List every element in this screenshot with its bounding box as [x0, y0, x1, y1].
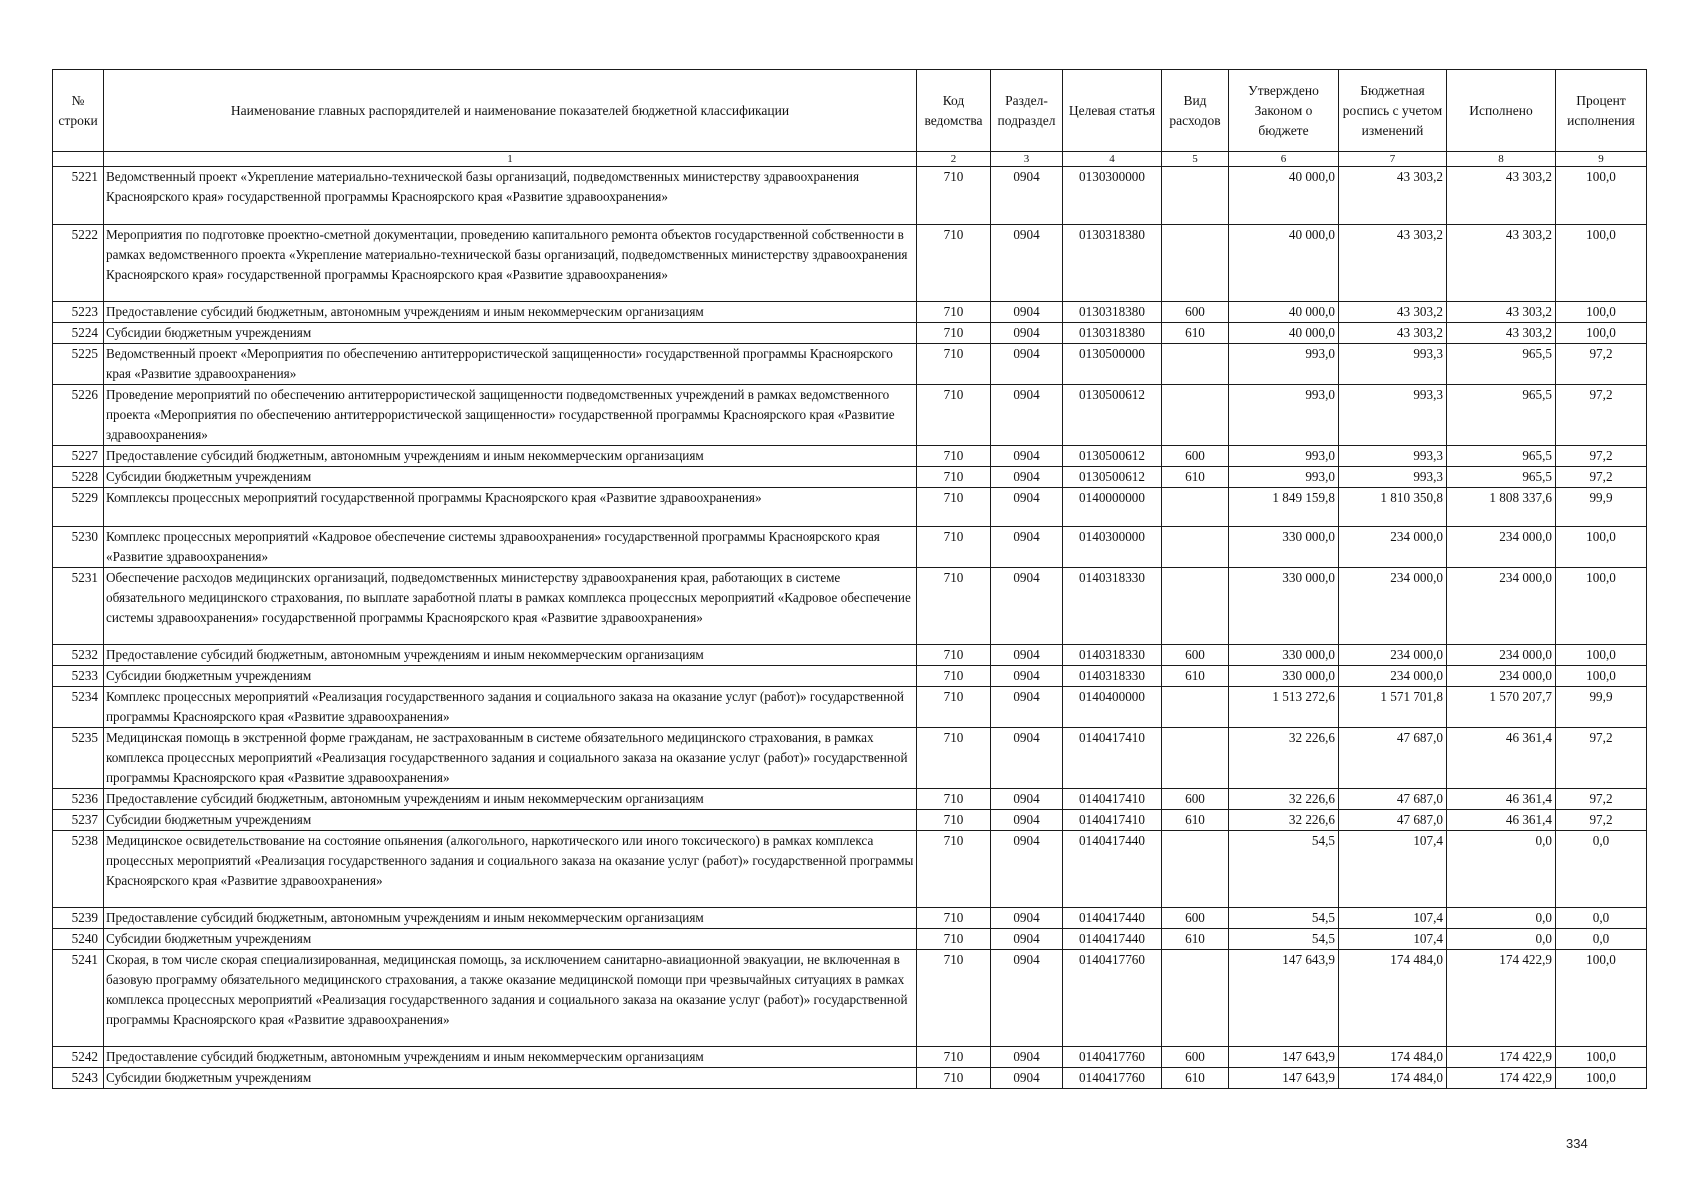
row-section: 0904 [991, 665, 1063, 686]
row-approved: 147 643,9 [1229, 1046, 1339, 1067]
row-budget-schedule: 43 303,2 [1339, 323, 1447, 344]
row-budget-schedule: 47 687,0 [1339, 727, 1447, 788]
row-budget-schedule: 174 484,0 [1339, 1046, 1447, 1067]
row-percent: 100,0 [1556, 323, 1647, 344]
row-budget-schedule: 234 000,0 [1339, 567, 1447, 644]
row-name: Ведомственный проект «Мероприятия по обеспечению антитеррористической защищенности» государственной программы Красноярского края «Развитие здравоохранения» [104, 344, 917, 385]
row-expense-type [1162, 526, 1229, 567]
row-number: 5228 [53, 467, 104, 488]
row-percent: 100,0 [1556, 665, 1647, 686]
row-number: 5223 [53, 302, 104, 323]
row-approved: 993,0 [1229, 344, 1339, 385]
column-number: 6 [1229, 152, 1339, 167]
row-expense-type: 600 [1162, 302, 1229, 323]
table-row [53, 950, 1647, 1047]
row-approved: 40 000,0 [1229, 302, 1339, 323]
row-expense-type: 610 [1162, 467, 1229, 488]
row-section: 0904 [991, 488, 1063, 527]
row-executed: 1 570 207,7 [1447, 686, 1556, 727]
row-budget-schedule: 107,4 [1339, 908, 1447, 929]
row-executed: 43 303,2 [1447, 224, 1556, 301]
column-number: 2 [917, 152, 991, 167]
column-number: 7 [1339, 152, 1447, 167]
row-section: 0904 [991, 830, 1063, 907]
row-number: 5239 [53, 908, 104, 929]
row-executed: 0,0 [1447, 929, 1556, 950]
table-row [53, 446, 1647, 467]
row-expense-type: 610 [1162, 323, 1229, 344]
row-expense-type [1162, 344, 1229, 385]
row-executed: 0,0 [1447, 908, 1556, 929]
table-row [53, 644, 1647, 665]
row-budget-schedule: 1 571 701,8 [1339, 686, 1447, 727]
row-number: 5226 [53, 385, 104, 446]
row-section: 0904 [991, 302, 1063, 323]
row-department-code: 710 [917, 167, 991, 225]
table-row [53, 788, 1647, 809]
column-number [53, 152, 104, 167]
row-budget-schedule: 47 687,0 [1339, 809, 1447, 830]
table-row [53, 224, 1647, 301]
row-percent: 100,0 [1556, 526, 1647, 567]
table-row [53, 344, 1647, 385]
row-budget-schedule: 43 303,2 [1339, 167, 1447, 225]
row-expense-type: 610 [1162, 665, 1229, 686]
row-name: Медицинское освидетельствование на состояние опьянения (алкогольного, наркотического или иного токсического) в рамках комплекса процессных мероприятий «Реализация государственного задания и социального заказа на оказание услуг (работ)» государственной программы Красноярского края «Развитие здравоохранения» [104, 830, 917, 907]
row-target-article: 0140318330 [1063, 644, 1162, 665]
row-expense-type: 600 [1162, 644, 1229, 665]
row-name: Обеспечение расходов медицинских организаций, подведомственных министерству здравоохранения края, работающих в системе обязательного медицинского страхования, по выплате заработной платы в рамках комплекса процессных мероприятий «Кадровое обеспечение системы здравоохранения» государственной программы Красноярского края «Развитие здравоохранения» [104, 567, 917, 644]
row-approved: 54,5 [1229, 908, 1339, 929]
row-percent: 100,0 [1556, 644, 1647, 665]
row-target-article: 0140417410 [1063, 727, 1162, 788]
row-expense-type [1162, 830, 1229, 907]
row-section: 0904 [991, 526, 1063, 567]
row-expense-type: 610 [1162, 929, 1229, 950]
row-number: 5237 [53, 809, 104, 830]
row-section: 0904 [991, 167, 1063, 225]
header-target-article: Целевая статья [1063, 70, 1162, 152]
row-target-article: 0140417760 [1063, 950, 1162, 1047]
row-department-code: 710 [917, 644, 991, 665]
row-expense-type [1162, 488, 1229, 527]
row-expense-type [1162, 224, 1229, 301]
row-number: 5221 [53, 167, 104, 225]
row-name: Субсидии бюджетным учреждениям [104, 665, 917, 686]
row-name: Предоставление субсидий бюджетным, автономным учреждениям и иным некоммерческим организациям [104, 788, 917, 809]
table-row [53, 323, 1647, 344]
header-expense-type: Вид расходов [1162, 70, 1229, 152]
row-department-code: 710 [917, 665, 991, 686]
row-name: Предоставление субсидий бюджетным, автономным учреждениям и иным некоммерческим организациям [104, 644, 917, 665]
table-row [53, 488, 1647, 527]
row-number: 5242 [53, 1046, 104, 1067]
row-target-article: 0130500612 [1063, 467, 1162, 488]
row-target-article: 0130500612 [1063, 385, 1162, 446]
row-executed: 174 422,9 [1447, 1046, 1556, 1067]
row-number: 5227 [53, 446, 104, 467]
row-approved: 1 513 272,6 [1229, 686, 1339, 727]
row-section: 0904 [991, 929, 1063, 950]
row-department-code: 710 [917, 830, 991, 907]
row-department-code: 710 [917, 950, 991, 1047]
row-number: 5235 [53, 727, 104, 788]
row-target-article: 0140000000 [1063, 488, 1162, 527]
table-row [53, 385, 1647, 446]
row-percent: 100,0 [1556, 167, 1647, 225]
row-budget-schedule: 47 687,0 [1339, 788, 1447, 809]
row-number: 5243 [53, 1067, 104, 1088]
row-name: Предоставление субсидий бюджетным, автономным учреждениям и иным некоммерческим организациям [104, 1046, 917, 1067]
table-row [53, 727, 1647, 788]
row-approved: 40 000,0 [1229, 323, 1339, 344]
row-name: Скорая, в том числе скорая специализированная, медицинская помощь, за исключением санитарно-авиационной эвакуации, не включенная в базовую программу обязательного медицинского страхования, а также оказание медицинской помощи при чрезвычайных ситуациях в рамках комплекса процессных мероприятий «Реализация государственного задания и социального заказа на оказание услуг (работ)» государственной программы Красноярского края «Развитие здравоохранения» [104, 950, 917, 1047]
row-number: 5232 [53, 644, 104, 665]
table-row [53, 665, 1647, 686]
header-section: Раздел-подраздел [991, 70, 1063, 152]
row-expense-type: 610 [1162, 1067, 1229, 1088]
row-name: Проведение мероприятий по обеспечению антитеррористической защищенности подведомственных учреждений в рамках ведомственного проекта «Мероприятия по обеспечению антитеррористической защищенности» государственной программы Красноярского края «Развитие здравоохранения» [104, 385, 917, 446]
row-percent: 100,0 [1556, 302, 1647, 323]
row-name: Субсидии бюджетным учреждениям [104, 467, 917, 488]
row-name: Предоставление субсидий бюджетным, автономным учреждениям и иным некоммерческим организациям [104, 908, 917, 929]
row-budget-schedule: 993,3 [1339, 446, 1447, 467]
row-department-code: 710 [917, 385, 991, 446]
row-name: Субсидии бюджетным учреждениям [104, 323, 917, 344]
header-approved: Утверждено Законом о бюджете [1229, 70, 1339, 152]
header-budget-schedule: Бюджетная роспись с учетом изменений [1339, 70, 1447, 152]
row-target-article: 0140417440 [1063, 929, 1162, 950]
row-name: Ведомственный проект «Укрепление материально-технической базы организаций, подведомственных министерству здравоохранения Красноярского края» государственной программы Красноярского края «Развитие здравоохранения» [104, 167, 917, 225]
row-percent: 97,2 [1556, 385, 1647, 446]
table-row [53, 809, 1647, 830]
row-approved: 993,0 [1229, 385, 1339, 446]
table-row [53, 830, 1647, 907]
row-approved: 330 000,0 [1229, 644, 1339, 665]
table-row [53, 526, 1647, 567]
row-section: 0904 [991, 323, 1063, 344]
column-number: 8 [1447, 152, 1556, 167]
row-department-code: 710 [917, 908, 991, 929]
row-number: 5241 [53, 950, 104, 1047]
row-target-article: 0130500000 [1063, 344, 1162, 385]
row-executed: 965,5 [1447, 467, 1556, 488]
row-budget-schedule: 107,4 [1339, 830, 1447, 907]
row-percent: 100,0 [1556, 1067, 1647, 1088]
page-number: 334 [1566, 1136, 1588, 1151]
row-expense-type: 600 [1162, 908, 1229, 929]
row-percent: 0,0 [1556, 908, 1647, 929]
row-executed: 43 303,2 [1447, 167, 1556, 225]
row-expense-type [1162, 167, 1229, 225]
row-name: Субсидии бюджетным учреждениям [104, 1067, 917, 1088]
row-number: 5240 [53, 929, 104, 950]
row-name: Мероприятия по подготовке проектно-сметной документации, проведению капитального ремонта объектов государственной собственности в рамках ведомственного проекта «Укрепление материально-технической базы организаций, подведомственных министерству здравоохранения Красноярского края» государственной программы Красноярского края «Развитие здравоохранения» [104, 224, 917, 301]
row-executed: 965,5 [1447, 385, 1556, 446]
row-section: 0904 [991, 908, 1063, 929]
row-executed: 46 361,4 [1447, 809, 1556, 830]
row-percent: 97,2 [1556, 446, 1647, 467]
row-name: Субсидии бюджетным учреждениям [104, 929, 917, 950]
row-budget-schedule: 107,4 [1339, 929, 1447, 950]
row-department-code: 710 [917, 567, 991, 644]
row-section: 0904 [991, 446, 1063, 467]
row-budget-schedule: 234 000,0 [1339, 526, 1447, 567]
row-department-code: 710 [917, 727, 991, 788]
row-section: 0904 [991, 788, 1063, 809]
row-budget-schedule: 234 000,0 [1339, 644, 1447, 665]
row-target-article: 0140417760 [1063, 1046, 1162, 1067]
row-expense-type: 600 [1162, 1046, 1229, 1067]
row-target-article: 0140417440 [1063, 908, 1162, 929]
row-approved: 40 000,0 [1229, 167, 1339, 225]
row-number: 5236 [53, 788, 104, 809]
row-section: 0904 [991, 686, 1063, 727]
header-row-number: № строки [53, 70, 104, 152]
row-expense-type [1162, 686, 1229, 727]
row-number: 5224 [53, 323, 104, 344]
column-number: 4 [1063, 152, 1162, 167]
table-row [53, 686, 1647, 727]
row-target-article: 0140417410 [1063, 788, 1162, 809]
row-percent: 100,0 [1556, 224, 1647, 301]
row-number: 5238 [53, 830, 104, 907]
row-section: 0904 [991, 344, 1063, 385]
row-percent: 100,0 [1556, 1046, 1647, 1067]
row-department-code: 710 [917, 446, 991, 467]
table-row [53, 167, 1647, 225]
row-executed: 174 422,9 [1447, 1067, 1556, 1088]
row-budget-schedule: 993,3 [1339, 344, 1447, 385]
row-approved: 993,0 [1229, 467, 1339, 488]
row-executed: 234 000,0 [1447, 567, 1556, 644]
row-number: 5229 [53, 488, 104, 527]
row-approved: 54,5 [1229, 830, 1339, 907]
row-percent: 0,0 [1556, 830, 1647, 907]
row-target-article: 0140318330 [1063, 665, 1162, 686]
table-row [53, 302, 1647, 323]
budget-table [52, 69, 1647, 1089]
row-approved: 330 000,0 [1229, 526, 1339, 567]
row-percent: 99,9 [1556, 686, 1647, 727]
row-name: Предоставление субсидий бюджетным, автономным учреждениям и иным некоммерческим организациям [104, 302, 917, 323]
row-expense-type [1162, 727, 1229, 788]
row-percent: 97,2 [1556, 788, 1647, 809]
table-row [53, 1046, 1647, 1067]
row-target-article: 0130300000 [1063, 167, 1162, 225]
row-approved: 54,5 [1229, 929, 1339, 950]
row-section: 0904 [991, 1046, 1063, 1067]
row-expense-type: 600 [1162, 788, 1229, 809]
row-section: 0904 [991, 950, 1063, 1047]
row-section: 0904 [991, 1067, 1063, 1088]
row-approved: 32 226,6 [1229, 788, 1339, 809]
table-row [53, 467, 1647, 488]
row-executed: 174 422,9 [1447, 950, 1556, 1047]
row-approved: 993,0 [1229, 446, 1339, 467]
row-section: 0904 [991, 809, 1063, 830]
column-number: 3 [991, 152, 1063, 167]
row-expense-type [1162, 950, 1229, 1047]
row-section: 0904 [991, 567, 1063, 644]
row-number: 5230 [53, 526, 104, 567]
row-number: 5222 [53, 224, 104, 301]
row-percent: 97,2 [1556, 344, 1647, 385]
row-percent: 100,0 [1556, 567, 1647, 644]
header-department-code: Код ведомства [917, 70, 991, 152]
row-percent: 0,0 [1556, 929, 1647, 950]
row-name: Комплексы процессных мероприятий государственной программы Красноярского края «Развитие здравоохранения» [104, 488, 917, 527]
row-section: 0904 [991, 385, 1063, 446]
row-budget-schedule: 174 484,0 [1339, 950, 1447, 1047]
table-row [53, 567, 1647, 644]
row-department-code: 710 [917, 526, 991, 567]
row-percent: 97,2 [1556, 727, 1647, 788]
column-number: 5 [1162, 152, 1229, 167]
row-department-code: 710 [917, 1067, 991, 1088]
row-executed: 234 000,0 [1447, 665, 1556, 686]
row-executed: 0,0 [1447, 830, 1556, 907]
row-percent: 97,2 [1556, 467, 1647, 488]
row-target-article: 0130318380 [1063, 302, 1162, 323]
row-section: 0904 [991, 224, 1063, 301]
row-target-article: 0140400000 [1063, 686, 1162, 727]
row-executed: 234 000,0 [1447, 526, 1556, 567]
row-department-code: 710 [917, 929, 991, 950]
row-executed: 43 303,2 [1447, 302, 1556, 323]
row-budget-schedule: 174 484,0 [1339, 1067, 1447, 1088]
column-number: 1 [104, 152, 917, 167]
row-approved: 330 000,0 [1229, 567, 1339, 644]
row-department-code: 710 [917, 788, 991, 809]
row-executed: 965,5 [1447, 344, 1556, 385]
row-target-article: 0130318380 [1063, 323, 1162, 344]
row-expense-type [1162, 567, 1229, 644]
table-row [53, 1067, 1647, 1088]
row-section: 0904 [991, 644, 1063, 665]
row-name: Медицинская помощь в экстренной форме гражданам, не застрахованным в системе обязательного медицинского страхования, в рамках комплекса процессных мероприятий «Реализация государственного задания и социального заказа на оказание услуг (работ)» государственной программы Красноярского края «Развитие здравоохранения» [104, 727, 917, 788]
table-row [53, 908, 1647, 929]
row-executed: 43 303,2 [1447, 323, 1556, 344]
row-number: 5234 [53, 686, 104, 727]
row-approved: 1 849 159,8 [1229, 488, 1339, 527]
row-department-code: 710 [917, 467, 991, 488]
header-name: Наименование главных распорядителей и наименование показателей бюджетной классификации [104, 70, 917, 152]
row-budget-schedule: 43 303,2 [1339, 224, 1447, 301]
row-approved: 40 000,0 [1229, 224, 1339, 301]
row-budget-schedule: 993,3 [1339, 385, 1447, 446]
row-approved: 147 643,9 [1229, 1067, 1339, 1088]
row-name: Комплекс процессных мероприятий «Кадровое обеспечение системы здравоохранения» государственной программы Красноярского края «Развитие здравоохранения» [104, 526, 917, 567]
row-expense-type: 600 [1162, 446, 1229, 467]
row-name: Субсидии бюджетным учреждениям [104, 809, 917, 830]
row-target-article: 0140417760 [1063, 1067, 1162, 1088]
row-executed: 1 808 337,6 [1447, 488, 1556, 527]
row-department-code: 710 [917, 809, 991, 830]
row-target-article: 0140318330 [1063, 567, 1162, 644]
row-name: Комплекс процессных мероприятий «Реализация государственного задания и социального заказа на оказание услуг (работ)» государственной программы Красноярского края «Развитие здравоохранения» [104, 686, 917, 727]
row-target-article: 0140300000 [1063, 526, 1162, 567]
row-expense-type: 610 [1162, 809, 1229, 830]
row-department-code: 710 [917, 686, 991, 727]
row-approved: 330 000,0 [1229, 665, 1339, 686]
row-target-article: 0130318380 [1063, 224, 1162, 301]
row-budget-schedule: 1 810 350,8 [1339, 488, 1447, 527]
row-department-code: 710 [917, 302, 991, 323]
row-department-code: 710 [917, 224, 991, 301]
row-number: 5231 [53, 567, 104, 644]
row-target-article: 0130500612 [1063, 446, 1162, 467]
row-executed: 46 361,4 [1447, 788, 1556, 809]
header-percent: Процент исполнения [1556, 70, 1647, 152]
row-section: 0904 [991, 727, 1063, 788]
column-number: 9 [1556, 152, 1647, 167]
row-number: 5225 [53, 344, 104, 385]
row-percent: 99,9 [1556, 488, 1647, 527]
header-executed: Исполнено [1447, 70, 1556, 152]
row-approved: 147 643,9 [1229, 950, 1339, 1047]
row-budget-schedule: 234 000,0 [1339, 665, 1447, 686]
row-approved: 32 226,6 [1229, 727, 1339, 788]
table-body [53, 167, 1647, 1089]
row-name: Предоставление субсидий бюджетным, автономным учреждениям и иным некоммерческим организациям [104, 446, 917, 467]
row-department-code: 710 [917, 344, 991, 385]
table-row [53, 929, 1647, 950]
row-percent: 97,2 [1556, 809, 1647, 830]
row-budget-schedule: 993,3 [1339, 467, 1447, 488]
row-executed: 46 361,4 [1447, 727, 1556, 788]
row-executed: 965,5 [1447, 446, 1556, 467]
column-number-row [53, 152, 1647, 167]
row-approved: 32 226,6 [1229, 809, 1339, 830]
row-section: 0904 [991, 467, 1063, 488]
row-department-code: 710 [917, 1046, 991, 1067]
row-department-code: 710 [917, 488, 991, 527]
row-expense-type [1162, 385, 1229, 446]
table-header-row [53, 70, 1647, 152]
row-number: 5233 [53, 665, 104, 686]
row-target-article: 0140417440 [1063, 830, 1162, 907]
row-target-article: 0140417410 [1063, 809, 1162, 830]
row-percent: 100,0 [1556, 950, 1647, 1047]
row-budget-schedule: 43 303,2 [1339, 302, 1447, 323]
row-department-code: 710 [917, 323, 991, 344]
row-executed: 234 000,0 [1447, 644, 1556, 665]
